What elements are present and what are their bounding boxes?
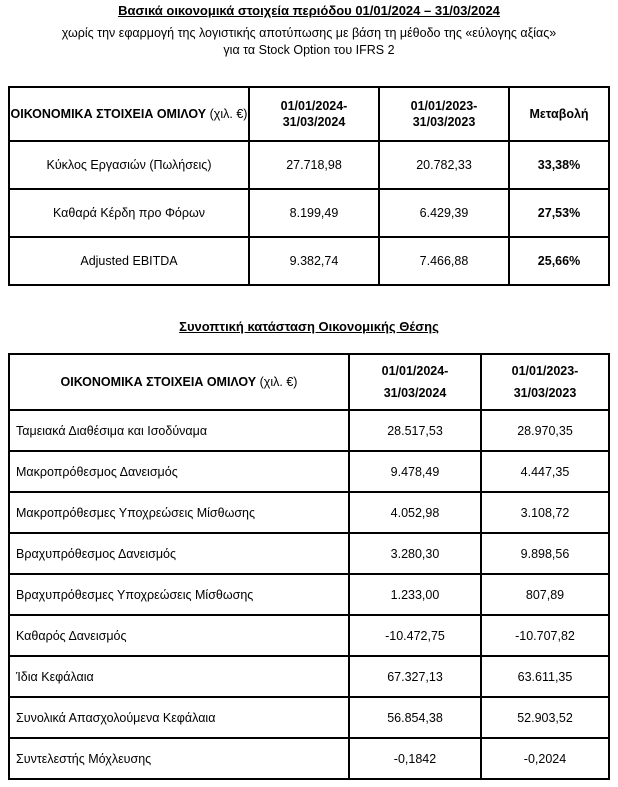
page-title: Βασικά οικονομικά στοιχεία περιόδου 01/01/2024 – 31/03/2024 bbox=[118, 3, 500, 18]
header-period-2024-line2: 31/03/2024 bbox=[282, 115, 346, 129]
header-period-2024-line1: 01/01/2024- bbox=[381, 364, 449, 378]
subtitle-line-2: για τα Stock Option του IFRS 2 bbox=[223, 43, 395, 57]
value-2024: 9.382,74 bbox=[249, 237, 379, 285]
table-row bbox=[9, 237, 609, 285]
header-group-financials bbox=[9, 354, 349, 410]
change-value: 33,38% bbox=[509, 141, 609, 189]
header-period-2023-line2: 31/03/2023 bbox=[513, 386, 577, 400]
header-period-2023-line1: 01/01/2023- bbox=[410, 99, 478, 113]
header-period-2024-line2: 31/03/2024 bbox=[383, 386, 447, 400]
header-unit: (χιλ. €) bbox=[259, 375, 298, 389]
change-value: 27,53% bbox=[509, 189, 609, 237]
value-2023: 52.903,52 bbox=[481, 697, 609, 738]
value-2024: 56.854,38 bbox=[349, 697, 481, 738]
value-2023: 4.447,35 bbox=[481, 451, 609, 492]
row-label: Συνολικά Απασχολούμενα Κεφάλαια bbox=[9, 697, 349, 738]
row-label: Καθαρά Κέρδη προ Φόρων bbox=[9, 189, 249, 237]
subtitle-line-1: χωρίς την εφαρμογή της λογιστικής αποτύπωσης με βάση τη μέθοδο της «εύλογης αξίας» bbox=[61, 26, 557, 40]
value-2023: 20.782,33 bbox=[379, 141, 509, 189]
table-row bbox=[9, 697, 609, 738]
header-change: Μεταβολή bbox=[509, 87, 609, 141]
value-2024: 4.052,98 bbox=[349, 492, 481, 533]
header-period-2024 bbox=[349, 354, 481, 410]
header-unit: (χιλ. €) bbox=[209, 107, 248, 121]
table-header-row bbox=[9, 354, 609, 410]
table-row bbox=[9, 451, 609, 492]
row-label: Μακροπρόθεσμος Δανεισμός bbox=[9, 451, 349, 492]
value-2024: 8.199,49 bbox=[249, 189, 379, 237]
header-label: ΟΙΚΟΝΟΜΙΚΑ ΣΤΟΙΧΕΙΑ ΟΜΙΛΟΥ bbox=[60, 375, 257, 389]
table-header-row bbox=[9, 87, 609, 141]
value-2024: -0,1842 bbox=[349, 738, 481, 779]
header-label: ΟΙΚΟΝΟΜΙΚΑ ΣΤΟΙΧΕΙΑ ΟΜΙΛΟΥ bbox=[10, 107, 207, 121]
table-row bbox=[9, 656, 609, 697]
table-row bbox=[9, 615, 609, 656]
value-2023: 28.970,35 bbox=[481, 410, 609, 451]
table-row bbox=[9, 574, 609, 615]
row-label: Ίδια Κεφάλαια bbox=[9, 656, 349, 697]
change-value: 25,66% bbox=[509, 237, 609, 285]
table-row bbox=[9, 738, 609, 779]
value-2023: -10.707,82 bbox=[481, 615, 609, 656]
value-2024: 1.233,00 bbox=[349, 574, 481, 615]
row-label: Καθαρός Δανεισμός bbox=[9, 615, 349, 656]
header-period-2024 bbox=[249, 87, 379, 141]
value-2023: 6.429,39 bbox=[379, 189, 509, 237]
header-period-2023 bbox=[379, 87, 509, 141]
row-label: Κύκλος Εργασιών (Πωλήσεις) bbox=[9, 141, 249, 189]
table-row bbox=[9, 533, 609, 574]
header-period-2023 bbox=[481, 354, 609, 410]
value-2023: 9.898,56 bbox=[481, 533, 609, 574]
value-2023: 7.466,88 bbox=[379, 237, 509, 285]
value-2023: -0,2024 bbox=[481, 738, 609, 779]
header-group-financials bbox=[9, 87, 249, 141]
value-2023: 63.611,35 bbox=[481, 656, 609, 697]
table-row bbox=[9, 492, 609, 533]
row-label: Adjusted EBITDA bbox=[9, 237, 249, 285]
section-title: Συνοπτική κατάσταση Οικονομικής Θέσης bbox=[179, 319, 439, 334]
table-row bbox=[9, 141, 609, 189]
value-2023: 3.108,72 bbox=[481, 492, 609, 533]
value-2024: 27.718,98 bbox=[249, 141, 379, 189]
value-2023: 807,89 bbox=[481, 574, 609, 615]
value-2024: -10.472,75 bbox=[349, 615, 481, 656]
key-figures-table bbox=[8, 86, 610, 286]
table-row bbox=[9, 189, 609, 237]
row-label: Μακροπρόθεσμες Υποχρεώσεις Μίσθωσης bbox=[9, 492, 349, 533]
financial-position-table bbox=[8, 353, 610, 780]
row-label: Βραχυπρόθεσμος Δανεισμός bbox=[9, 533, 349, 574]
row-label: Ταμειακά Διαθέσιμα και Ισοδύναμα bbox=[9, 410, 349, 451]
header-period-2023-line2: 31/03/2023 bbox=[412, 115, 476, 129]
page-subtitle bbox=[0, 25, 618, 59]
header-period-2024-line1: 01/01/2024- bbox=[280, 99, 348, 113]
value-2024: 3.280,30 bbox=[349, 533, 481, 574]
value-2024: 28.517,53 bbox=[349, 410, 481, 451]
header-period-2023-line1: 01/01/2023- bbox=[511, 364, 579, 378]
value-2024: 9.478,49 bbox=[349, 451, 481, 492]
row-label: Συντελεστής Μόχλευσης bbox=[9, 738, 349, 779]
table-row bbox=[9, 410, 609, 451]
value-2024: 67.327,13 bbox=[349, 656, 481, 697]
row-label: Βραχυπρόθεσμες Υποχρεώσεις Μίσθωσης bbox=[9, 574, 349, 615]
